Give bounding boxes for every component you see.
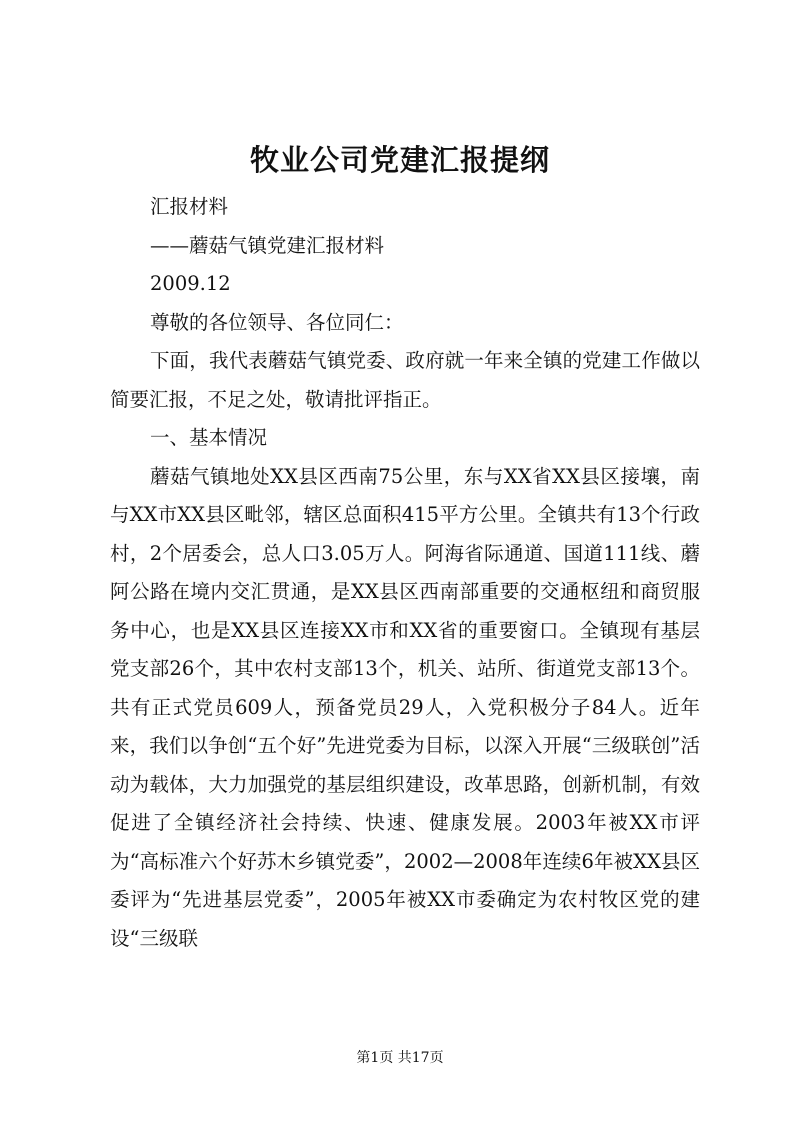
section-heading: 一、基本情况: [150, 426, 268, 449]
category-line: 汇报材料: [150, 195, 229, 218]
salutation-line: 尊敬的各位领导、各位同仁：: [150, 310, 404, 334]
intro-paragraph: 下面，我代表蘑菇气镇党委、政府就一年来全镇的党建工作做以简要汇报，不足之处，敬请批评指正。: [110, 349, 700, 411]
basic-info-paragraph: 蘑菇气镇地处XX县区西南75公里，东与XX省XX县区接壤，南与XX市XX县区毗邻，辖区总面积415平方公里。全镇共有13个行政村，2个居委会，总人口3.05万人。阿海省际通道、国道111线、蘑阿公路在境内交汇贯通，是XX县区西南部重要的交通枢纽和商贸服务中心，也是XX县区连接XX市和XX省的重要窗口。全镇现有基层党支部26个，其中农村支部13个，机关、站所、街道党支部13个。共有正式党员609人，预备党员29人，入党积极分子84人。近年来，我们以争创“五个好”先进党委为目标，以深入开展“三级联创”活动为载体，大力加强党的基层组织建设，改革思路，创新机制，有效促进了全镇经济社会持续、快速、健康发展。2003年被XX市评为“高标准六个好苏木乡镇党委”，2002—2008年连续6年被XX县区委评为“先进基层党委”，2005年被XX市委确定为农村牧区党的建设“三级联: [110, 464, 700, 950]
document-title: 牧业公司党建汇报提纲: [249, 143, 550, 177]
document-body: [110, 188, 700, 958]
page-footer: 第1页 共17页: [356, 1050, 444, 1066]
date-line: 2009.12: [150, 272, 231, 295]
subtitle-line: ——蘑菇气镇党建汇报材料: [150, 233, 385, 257]
